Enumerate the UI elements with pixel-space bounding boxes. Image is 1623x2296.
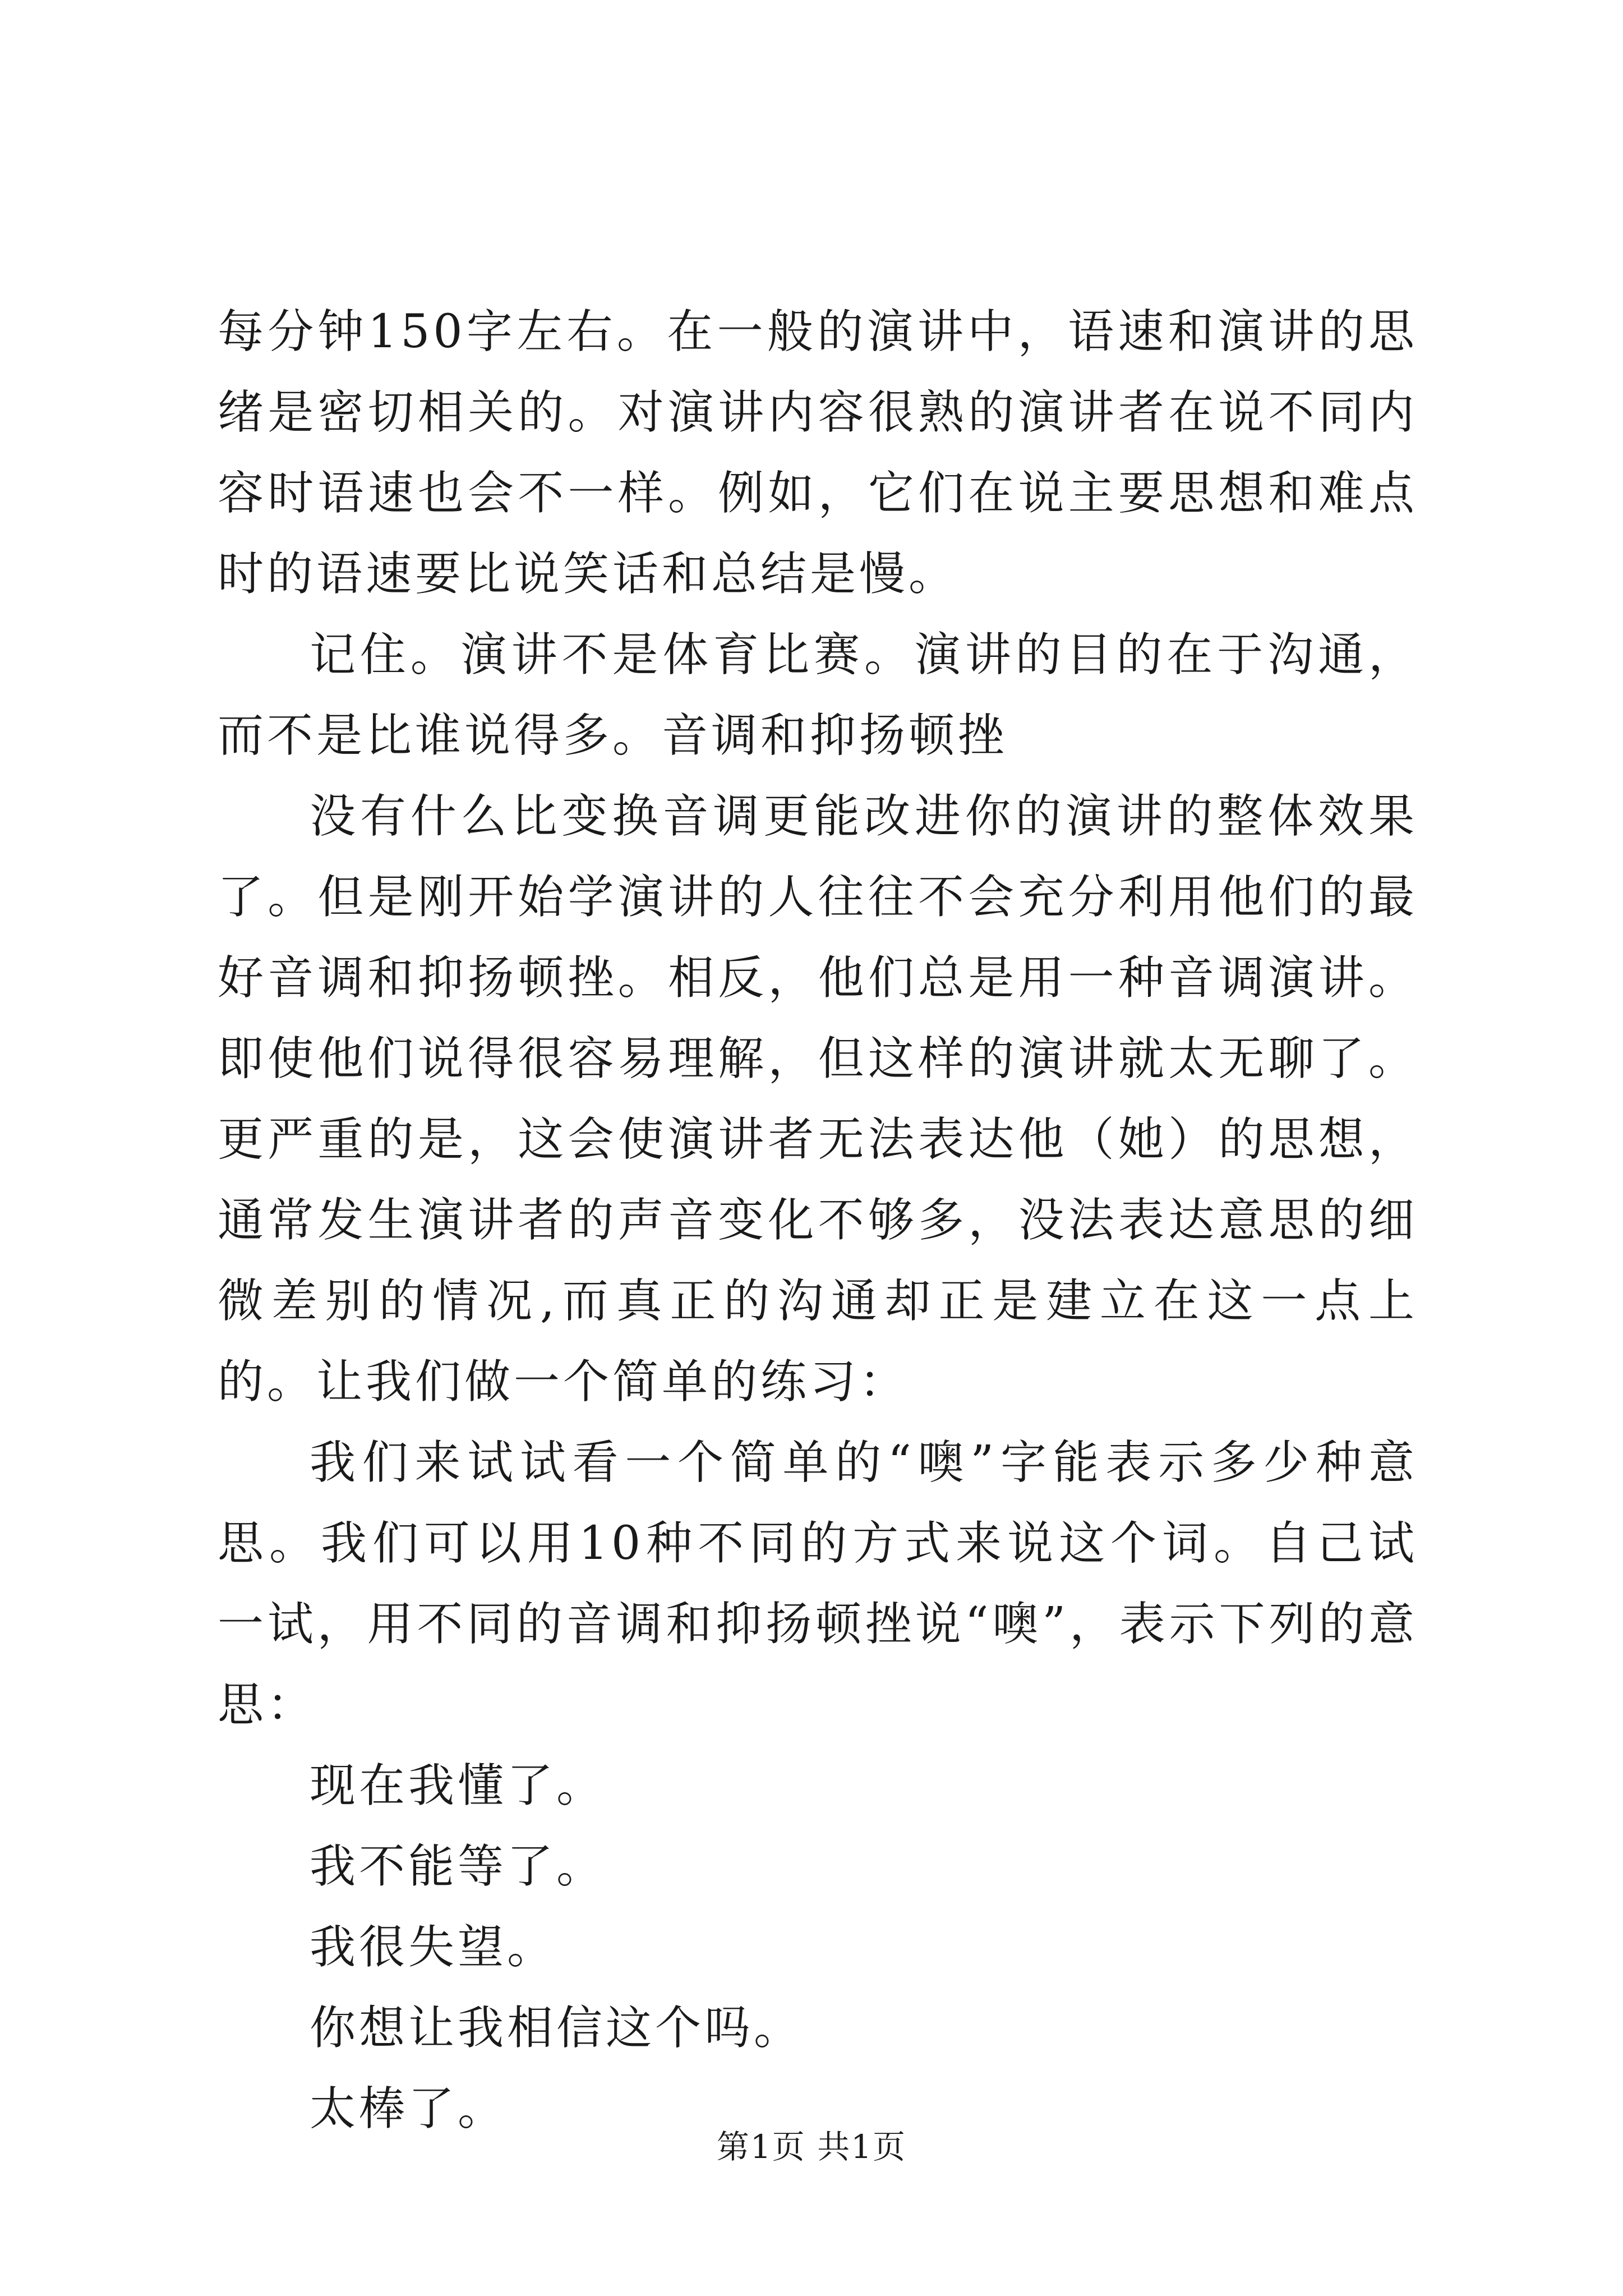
list-item: 我很失望。 xyxy=(310,1921,557,1974)
paragraph-1: 每分钟150字左右。在一般的演讲中，语速和演讲的思绪是密切相关的。对演讲内容很熟的演讲者在说不同内容时语速也会不一样。例如，它们在说主要思想和难点时的语速要比说笑话和总结是慢。 xyxy=(218,305,1418,601)
document-body xyxy=(218,292,1418,2150)
list-item: 现在我懂了。 xyxy=(310,1759,606,1812)
paragraph-4: 我们来试试看一个简单的“噢”字能表示多少种意思。我们可以用10种不同的方式来说这个词。自己试一试，用不同的音调和抑扬顿挫说“噢”，表示下列的意思： xyxy=(218,1436,1418,1732)
list-item: 你想让我相信这个吗。 xyxy=(310,2001,804,2055)
list-item: 我不能等了。 xyxy=(310,1840,606,1893)
list-item: 太棒了。 xyxy=(310,2082,508,2136)
page-footer: 第1页 共1页 xyxy=(716,2128,907,2166)
paragraph-2: 记住。演讲不是体育比赛。演讲的目的在于沟通，而不是比谁说得多。音调和抑扬顿挫 xyxy=(218,628,1418,762)
paragraph-3: 没有什么比变换音调更能改进你的演讲的整体效果了。但是刚开始学演讲的人往往不会充分利用他们的最好音调和抑扬顿挫。相反，他们总是用一种音调演讲。即使他们说得很容易理解，但这样的演讲就太无聊了。更严重的是，这会使演讲者无法表达他（她）的思想，通常发生演讲者的声音变化不够多，没法表达意思的细微差别的情况,而真正的沟通却正是建立在这一点上的。让我们做一个简单的练习： xyxy=(218,790,1418,1409)
